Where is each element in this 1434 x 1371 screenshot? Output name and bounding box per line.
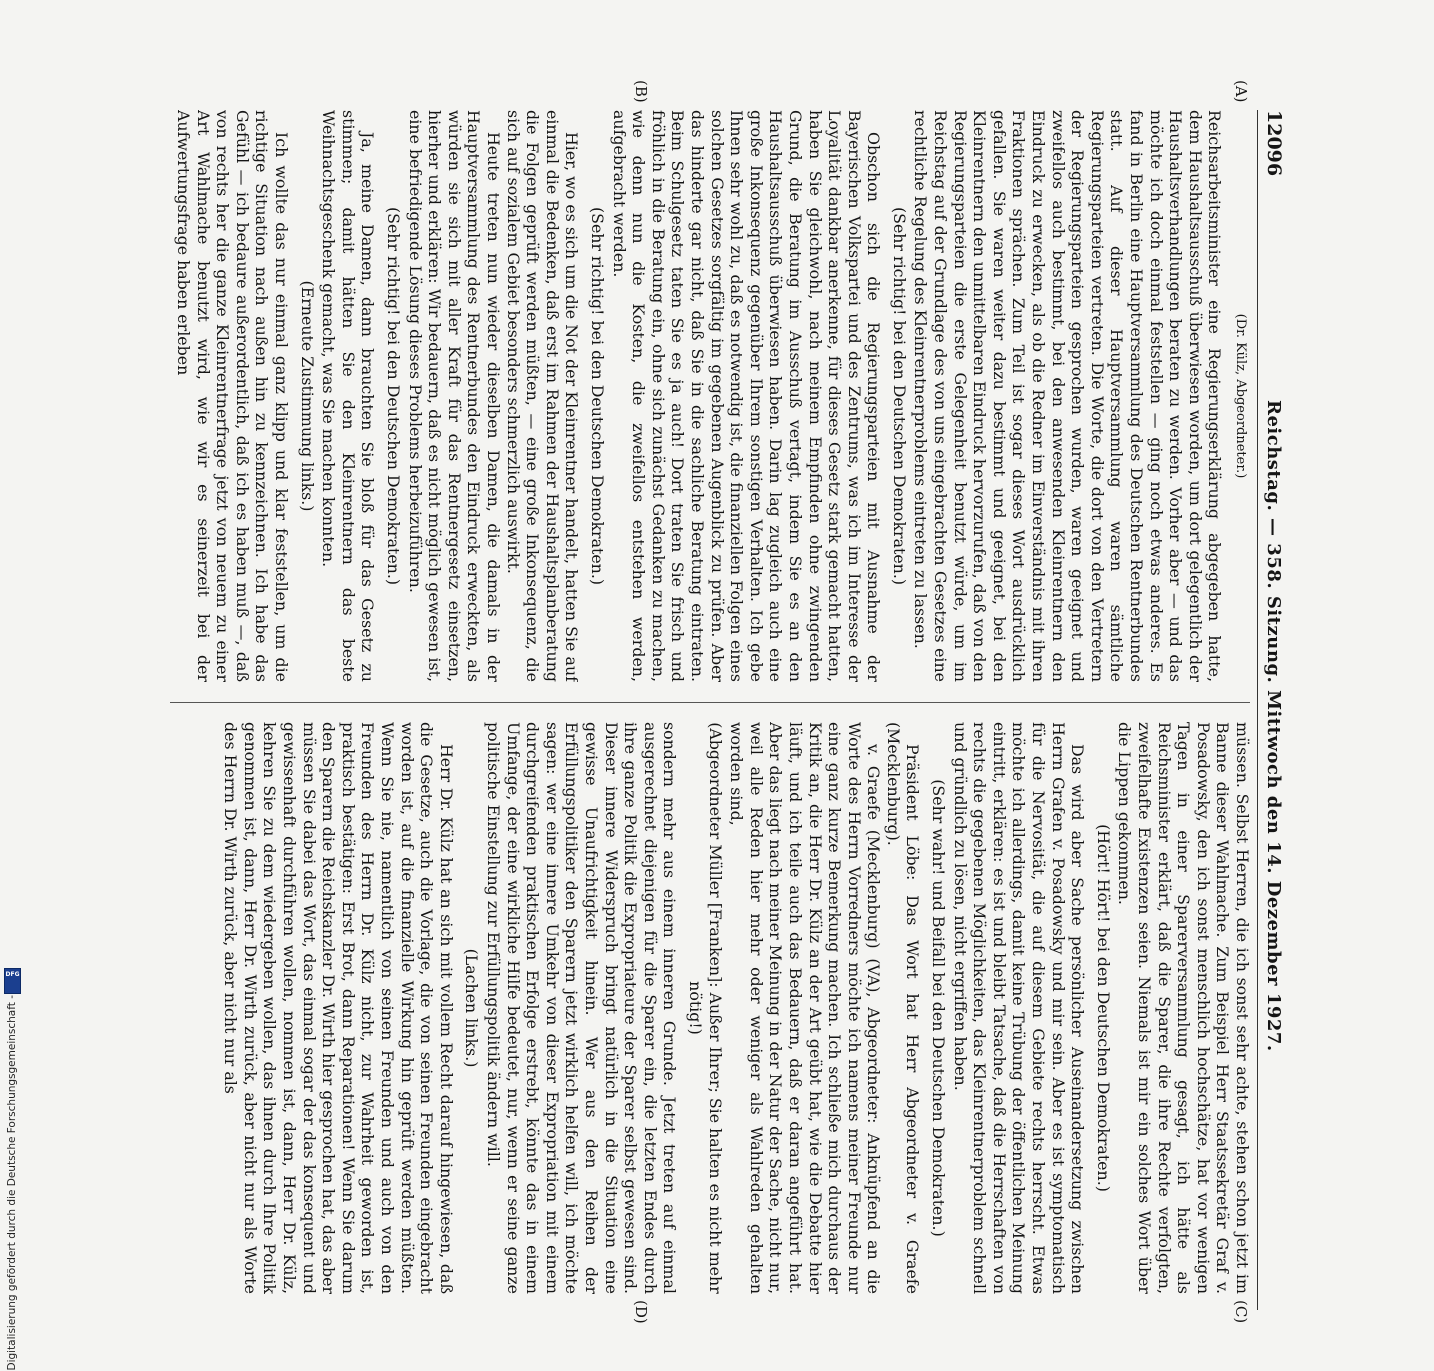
speaker-paragraph: Präsident Löbe: Das Wort hat Herr Abgeordneter v. Graefe (Mecklenburg). xyxy=(883,722,923,1294)
paragraph: Ich wollte das nur einmal ganz klipp und klar feststellen, um die richtige Situation nach außen hin zu kennzeichnen. Ich habe das Gefühl — ich bedaure außerordentlich, daß ich es haben muß —, daß von rechts her die ganze Kleinrentnerfrage jetzt von neuem zu einer Art Wahlmache benutzt wird, wie wir es seinerzeit bei der Aufwertungsfrage haben erleben xyxy=(174,110,292,682)
digitization-note: Digitalisierung gefördert durch die Deutsche Forschungsgemeinschaft - xyxy=(6,995,18,1371)
page-header xyxy=(1257,110,1290,1310)
speaker-paragraph: v. Graefe (Mecklenburg) (VA), Abgeordneter: Anknüpfend an die Worte des Herrn Vorredners möchte ich namens meiner Freunde nur eine ganz kurze Bemerkung machen. Ich schließe mich durchaus der Kritik an, die Herr Dr. Külz an der Art geübt hat, wie die Debatte hier läuft, und ich teile auch das Bedauern, daß er daran angeführt hat. Aber das liegt nach meiner Meinung in der Natur der Sache, nicht nur, weil alle Reden hier mehr oder weniger als Wahlreden gehalten worden sind, xyxy=(727,722,884,1294)
paragraph: Reichsarbeitsminister eine Regierungserklärung abgegeben hatte, dem Haushaltsausschuß überwiesen worden, um dort gelegentlich der Haushaltsverhandlungen beraten zu werden. Vorher aber — und das möchte ich doch einmal feststellen — ging noch etwas anderes. Es fand in Berlin eine Hauptversammlung des Deutschen Rentnerbundes statt. Auf dieser Hauptversammlung waren sämtliche Regierungsparteien vertreten. Die Worte, die dort von den Vertretern der Regierungsparteien gesprochen wurden, waren geeignet und zweifellos auch bestimmt, bei den anwesenden Kleinrentnern den Eindruck zu erwecken, als ob die Redner im Einverständnis mit ihren Fraktionen sprächen. Zum Teil ist sogar dieses Wort ausdrücklich gefallen. Sie waren weiter dazu bestimmt und geeignet, bei den Kleinrentnern den unmittelbaren Eindruck hervorzurufen, daß von den Regierungsparteien die erste Gelegenheit benutzt würde, um im Reichstag auf der Grundlage des von uns eingebrachten Gesetzes eine rechtliche Regelung des Kleinrentnerproblems eintreten zu lassen. xyxy=(911,110,1225,682)
paragraph: Obschon sich die Regierungsparteien mit Ausnahme der Bayerischen Volkspartei und des Zentrums, was ich im Interesse der Loyalität dankbar anerkenne, für dieses Gesetz stark gemacht hatten, haben Sie gleichwohl, nach meinem Empfinden ohne zwingenden Grund, die Beratung im Ausschuß vertagt, indem Sie es an den Haushaltsausschuß überwiesen haben. Darin lag zugleich auch eine große Inkonsequenz gegenüber Ihrem sonstigen Verhalten. Ich gebe Ihnen sehr wohl zu, daß es notwendig ist, die finanziellen Folgen eines solchen Gesetzes sorgfältig im gegebenen Augenblick zu prüfen. Aber das hinderte gar nicht, daß Sie in die sachliche Beratung eintraten. Beim Schulgesetz taten Sie es ja auch! Dort traten Sie frisch und fröhlich in die Beratung ein, ohne sich zunächst Gedanken zu machen, wie denn nun die Kosten, die zweifellos entstehen werden, aufgebracht werden. xyxy=(609,110,884,682)
page-running-title: Reichstag. — 358. Sitzung. Mittwoch den 14. Dezember 1927. xyxy=(1263,400,1285,1052)
interjection: (Sehr richtig! bei den Deutschen Demokraten.) xyxy=(889,206,909,586)
paragraph: Herr Dr. Külz hat an sich mit vollem Recht darauf hingewiesen, daß die Gesetze, auch die Vorlage, die von seinen Freunden eingebracht worden ist, auf die finanzielle Wirkung hin geprüft werden müßten. Wenn Sie nie, namentlich von seinen Freunden und auch von den Freunden des Herrn Dr. Külz nicht, zur Wahrheit geworden ist, praktisch bestätigen: Erst Brot, dann Reparationen! Wenn Sie darum den Sparern die Reichskanzler Dr. Wirth hier gesprochen hat, das aber müssen Sie dabei das Wort, das einmal sogar der das konsequent und gewissenhaft durchführen wollen, nommen ist, dann, Herr Dr. Külz, kehren Sie zu dem wiedergeben wollen, das ihnen durch Ihre Politik genommen ist, dann, Herr Dr. Wirth zurück, aber nicht nur als Worte des Herrn Dr. Wirth zurück, aber nicht nur als xyxy=(221,722,456,1294)
paragraph: Hier, wo es sich um die Not der Kleinrentner handelt, hatten Sie auf einmal die Bedenken, daß erst im Rahmen der Haushaltsplanberatung die Folgen geprüft werden müßten, — eine große Inkonsequenz, die sich auf sozialem Gebiet besonders schmerzlich auswirkt. xyxy=(503,110,582,682)
paragraph: sondern mehr aus einem inneren Grunde. Jetzt treten auf einmal ausgerechnet diejenigen für die Sparer ein, die letzten Endes durch ihre ganze Politik die Expropriateure der Sparer selbst gewesen sind. Dieser innere Widerspruch bringt natürlich in die Situation eine gewisse Unaufrichtigkeit hinein. Wer aus den Reihen der Erfüllungspolitiker den Sparern jetzt wirklich helfen will, ich möchte sagen: wer eine innere Umkehr von dieser Expropriation mit einem durchgreifenden praktischen Erfolge erstrebt, könnte das in einem Umfange, der eine wirkliche Hilfe bedeutet, nur, wenn er seine ganze politische Einstellung zur Erfüllungspolitik ändern will. xyxy=(484,722,680,1294)
left-column xyxy=(172,110,1252,682)
right-column xyxy=(172,722,1252,1294)
interjection: (Sehr richtig! bei den Deutschen Demokraten.) xyxy=(588,206,607,586)
paragraph: Heute treten nun wieder dieselben Damen, die damals in der Hauptversammlung des Rentnerbundes den Eindruck erweckten, als würden sie sich mit aller Kraft für das Rentnergesetz einsetzen, hierher und erklären: Wir bedauern, daß es nicht möglich gewesen ist, eine befriedigende Lösung dieses Problems herbeizuführen. xyxy=(405,110,504,682)
page-number: 12096 xyxy=(1263,110,1285,177)
document-page xyxy=(120,80,1290,1324)
margin-marker-c: (C) xyxy=(1232,1300,1250,1324)
interjection: (Sehr richtig! bei den Deutschen Demokraten.) xyxy=(384,206,404,586)
paragraph: müssen. Selbst Herren, die ich sonst sehr achte, stehen schon jetzt im Banne dieser Wahlmache. Zum Beispiel Herr Staatssekretär Graf v. Posadowsky, den ich sonst menschlich hochschätze, hat vor wenigen Tagen in einer Sparerversammlung gesagt, ich hätte als Reichsminister erklärt, daß die Sparer, die ihre Rechte verfolgten, zweifelhafte Existenzen seien. Niemals ist mir ein solches Wort über die Lippen gekommen. xyxy=(1115,722,1252,1294)
interjection: (Hört! Hört! bei den Deutschen Demokraten.) xyxy=(1093,824,1113,1192)
interjection: (Abgeordneter Müller [Franken]: Außer Ihrer; Sie halten es nicht mehr nötig!) xyxy=(685,722,725,1294)
paragraph: Das wird aber Sache persönlicher Auseinandersetzung zwischen Herrn Grafen v. Posadowsky und mir sein. Aber es ist symptomatisch für die Nervosität, die auf diesem Gebiete rechts herrscht. Etwas möchte ich allerdings, damit keine Trübung der öffentlichen Meinung eintritt, erklären: es ist und bleibt Tatsache, daß die Herrschaften von rechts die gegebenen Möglichkeiten, das Kleinrentnerproblem schnell und gründlich zu lösen, nicht ergriffen haben. xyxy=(950,722,1088,1294)
margin-marker-b: (B) xyxy=(632,80,650,103)
interjection: (Sehr wahr! und Beifall bei den Deutschen Demokraten.) xyxy=(929,779,949,1237)
speaker-tag: (Dr. Külz, Abgeordneter.) xyxy=(1233,313,1248,479)
dfg-logo: DFG xyxy=(4,968,21,994)
paragraph: Ja, meine Damen, dann brauchten Sie bloß für das Gesetz zu stimmen; damit hätten Sie den Kleinrentnern das beste Weihnachtsgeschenk gemacht, was Sie machen konnten. xyxy=(319,110,378,682)
interjection: (Lachen links.) xyxy=(462,948,482,1068)
interjection: (Erneute Zustimmung links.) xyxy=(297,280,317,512)
margin-marker-d: (D) xyxy=(632,1300,650,1324)
margin-marker-a: (A) xyxy=(1232,80,1250,103)
column-divider xyxy=(170,702,1250,703)
